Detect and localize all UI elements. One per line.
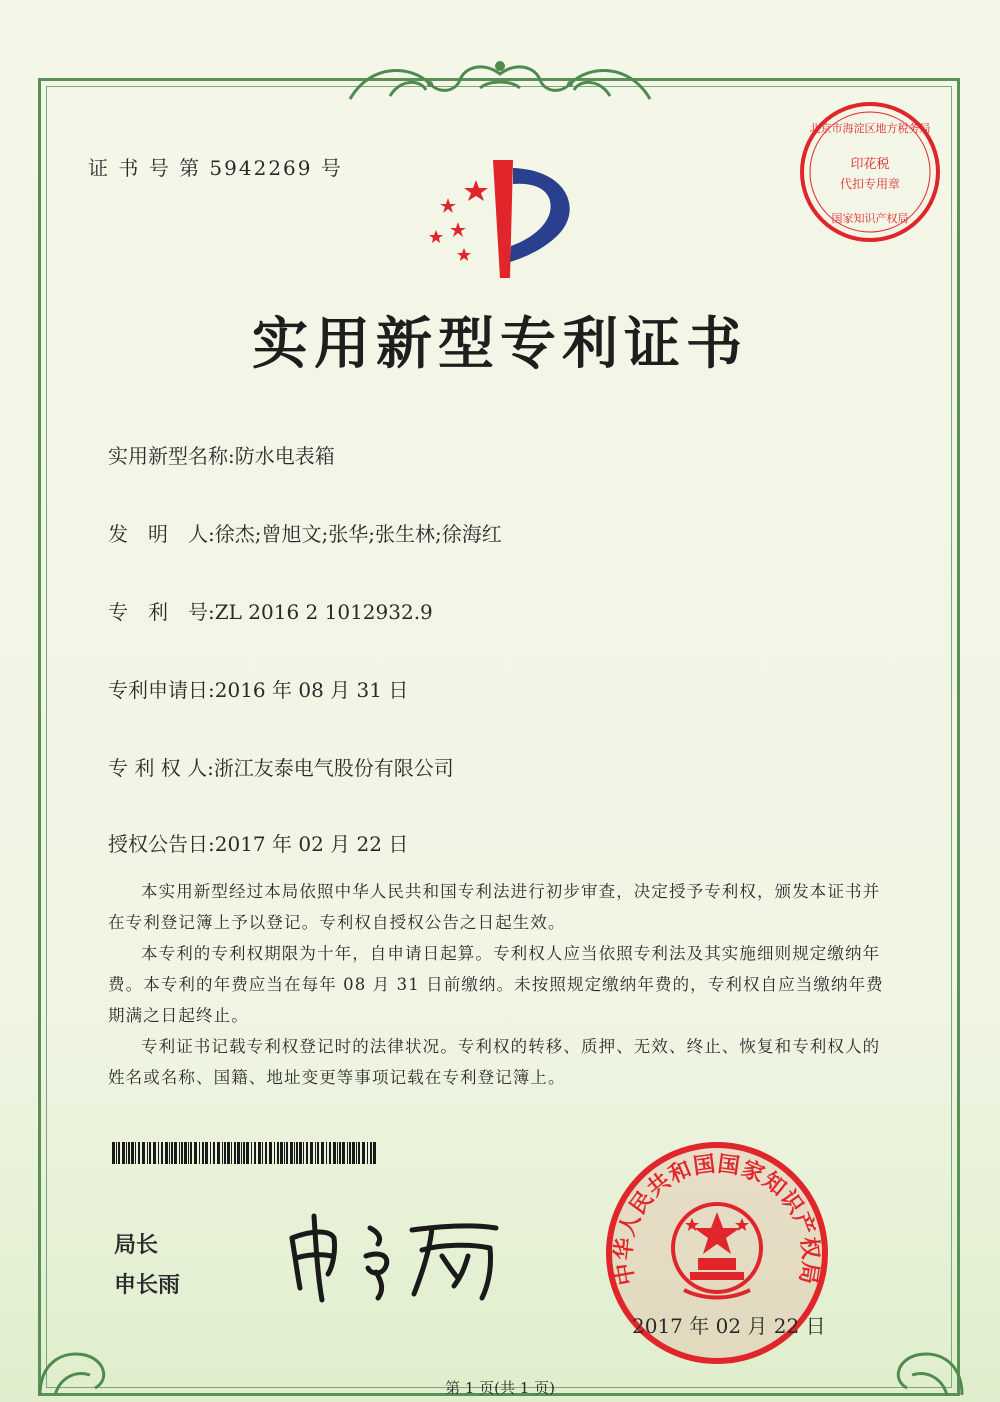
certificate-statement <box>108 876 888 1093</box>
barcode-bar <box>153 1142 156 1164</box>
barcode-bar <box>205 1142 208 1164</box>
barcode-bar <box>142 1142 145 1164</box>
barcode-bar <box>116 1142 117 1164</box>
barcode-bar <box>337 1142 338 1164</box>
barcode-bar <box>370 1142 372 1164</box>
barcode-bar <box>171 1142 173 1164</box>
field-grant-date <box>108 828 408 857</box>
field-patentee <box>108 752 454 781</box>
barcode-bar <box>234 1142 236 1164</box>
barcode-bar <box>373 1142 376 1164</box>
barcode-bar <box>262 1142 263 1164</box>
cnipa-logo-icon <box>418 150 588 280</box>
paragraph: 本实用新型经过本局依照中华人民共和国专利法进行初步审查，决定授予专利权，颁发本证书并在专利登记簿上予以登记。专利权自授权公告之日起生效。 <box>108 882 881 932</box>
field-value: 2016 年 08 月 31 日 <box>214 678 409 702</box>
barcode-bar <box>347 1142 348 1164</box>
barcode-bar <box>254 1142 256 1164</box>
barcode-bar <box>329 1142 331 1164</box>
field-value: 浙江友泰电气股份有限公司 <box>213 756 454 780</box>
svg-text:国家知识产权局: 国家知识产权局 <box>831 212 909 225</box>
barcode-bar <box>138 1142 140 1164</box>
barcode-bar <box>339 1142 341 1164</box>
barcode-bar <box>349 1142 351 1164</box>
barcode-bar <box>199 1142 200 1164</box>
barcode-bar <box>126 1142 127 1164</box>
barcode-bar <box>241 1142 242 1164</box>
barcode-bar <box>231 1142 232 1164</box>
barcode-bar <box>128 1142 130 1164</box>
field-label: 实用新型名称: <box>108 444 235 468</box>
barcode-bar <box>169 1142 170 1164</box>
barcode-bar <box>174 1142 177 1164</box>
field-label: 专 利 权 人: <box>108 756 214 780</box>
barcode-bar <box>277 1142 279 1164</box>
barcode-bar <box>358 1142 360 1164</box>
barcode-bar <box>315 1142 316 1164</box>
barcode-bar <box>135 1142 136 1164</box>
certificate-number: 证 书 号 第 5942269 号 <box>88 156 343 180</box>
barcode-bar <box>310 1142 313 1164</box>
page-number: 第 1 页(共 1 页) <box>445 1379 555 1397</box>
field-label: 专利申请日: <box>108 678 215 702</box>
field-value: 防水电表箱 <box>234 444 335 468</box>
barcode-bar <box>269 1142 272 1164</box>
field-application-date <box>108 674 408 703</box>
barcode-bar <box>118 1142 120 1164</box>
barcode-bar <box>213 1142 215 1164</box>
paragraph: 本专利的专利权期限为十年，自申请日起算。专利权人应当依照专利法及其实施细则规定缴纳年费。本专利的年费应当在每年 08 月 31 日前缴纳。未按照规定缴纳年费的，专利权自应当缴纳年费期满之日起终止。 <box>108 944 884 1025</box>
barcode-bar <box>181 1142 183 1164</box>
svg-text:代扣专用章: 代扣专用章 <box>839 177 901 191</box>
barcode-bar <box>184 1142 187 1164</box>
barcode-bar <box>217 1142 220 1164</box>
barcode-bar <box>306 1142 308 1164</box>
barcode-bar <box>321 1142 324 1164</box>
barcode-bar <box>147 1142 148 1164</box>
tax-stamp-seal <box>798 100 942 244</box>
barcode-bar <box>333 1142 336 1164</box>
barcode-bar <box>149 1142 151 1164</box>
barcode-bar <box>352 1142 355 1164</box>
barcode-bar <box>112 1142 115 1164</box>
barcode-bar <box>362 1142 365 1164</box>
barcode-bar <box>158 1142 159 1164</box>
field-inventors <box>108 518 502 547</box>
field-patent-number <box>108 596 433 625</box>
barcode-bar <box>161 1142 163 1164</box>
issue-date: 2017 年 02 月 22 日 <box>632 1314 826 1338</box>
barcode-bar <box>246 1142 249 1164</box>
director-signature <box>282 1208 512 1304</box>
page-title: 实用新型专利证书 <box>252 311 748 377</box>
barcode-bar <box>251 1142 252 1164</box>
barcode-bar <box>367 1142 368 1164</box>
barcode-bar <box>303 1142 304 1164</box>
svg-text:北京市海淀区地方税务局: 北京市海淀区地方税务局 <box>809 122 931 135</box>
barcode-bar <box>122 1142 125 1164</box>
paragraph: 专利证书记载专利权登记时的法律状况。专利权的转移、质押、无效、终止、恢复和专利权人的姓名或名称、国籍、地址变更等事项记载在专利登记簿上。 <box>108 1037 881 1087</box>
barcode <box>112 1142 380 1164</box>
barcode-bar <box>296 1142 298 1164</box>
barcode-bar <box>190 1142 192 1164</box>
barcode-bar <box>202 1142 204 1164</box>
field-label: 发 明 人: <box>108 522 215 546</box>
field-utility-model-name <box>108 440 335 469</box>
field-value: 徐杰;曾旭文;张华;张生林;徐海红 <box>214 522 502 546</box>
field-label: 专 利 号: <box>108 600 215 624</box>
barcode-bar <box>317 1142 319 1164</box>
barcode-bar <box>294 1142 295 1164</box>
barcode-bar <box>227 1142 230 1164</box>
barcode-bar <box>258 1142 261 1164</box>
barcode-bar <box>290 1142 293 1164</box>
director-name: 申长雨 <box>114 1273 181 1298</box>
barcode-bar <box>237 1142 240 1164</box>
barcode-bar <box>224 1142 226 1164</box>
barcode-bar <box>243 1142 245 1164</box>
field-label: 授权公告日: <box>108 832 215 856</box>
barcode-bar <box>265 1142 267 1164</box>
field-value: 2017 年 02 月 22 日 <box>214 832 409 856</box>
barcode-bar <box>342 1142 345 1164</box>
barcode-bar <box>326 1142 327 1164</box>
barcode-bar <box>299 1142 302 1164</box>
barcode-bar <box>188 1142 189 1164</box>
barcode-bar <box>210 1142 211 1164</box>
svg-text:印花税: 印花税 <box>850 157 890 172</box>
barcode-bar <box>131 1142 134 1164</box>
barcode-bar <box>222 1142 223 1164</box>
barcode-bar <box>286 1142 288 1164</box>
barcode-bar <box>280 1142 283 1164</box>
director-title: 局长 <box>114 1233 159 1258</box>
barcode-bar <box>356 1142 357 1164</box>
barcode-bar <box>179 1142 180 1164</box>
barcode-bar <box>284 1142 285 1164</box>
seal-text: 中华人民共和国国家知识产权局 <box>611 1151 823 1287</box>
field-value: ZL 2016 2 1012932.9 <box>214 600 433 624</box>
barcode-bar <box>165 1142 168 1164</box>
barcode-bar <box>274 1142 275 1164</box>
top-ornament <box>330 44 670 114</box>
barcode-bar <box>194 1142 197 1164</box>
